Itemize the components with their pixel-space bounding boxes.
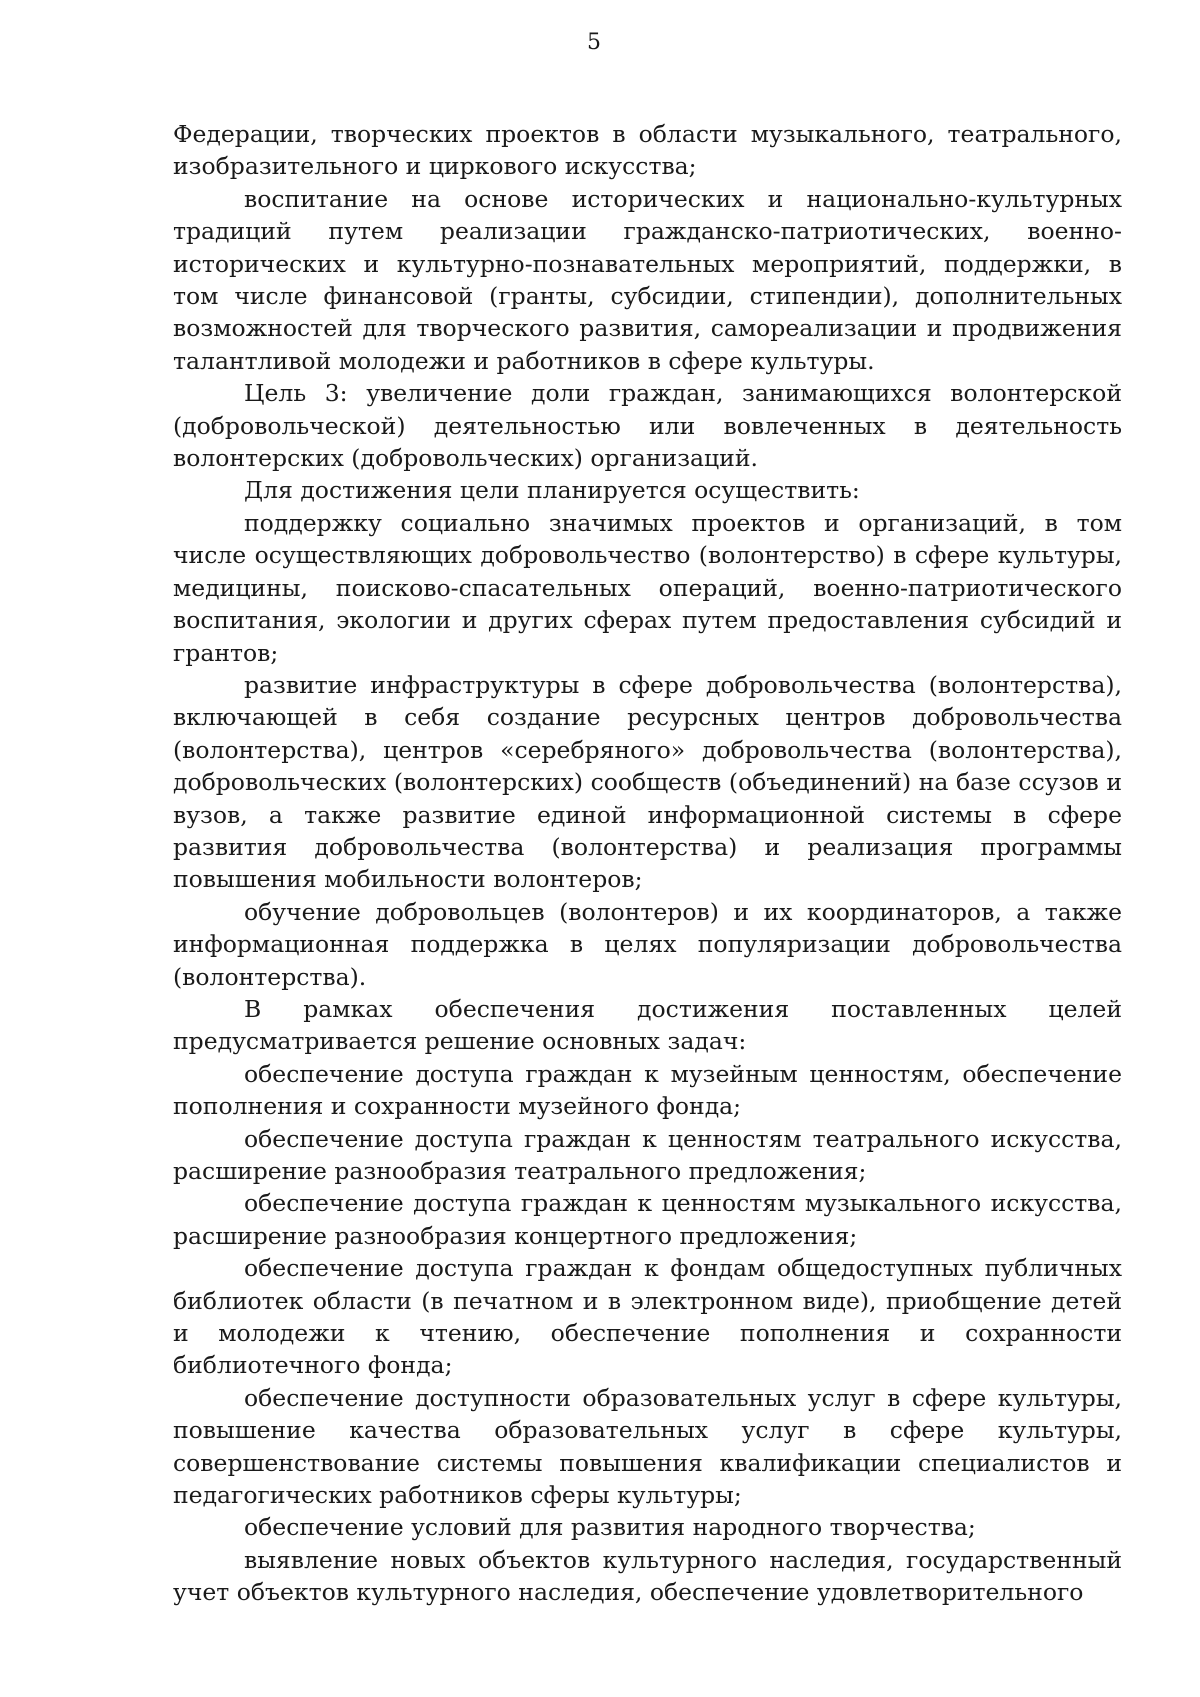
document-body [173, 118, 1122, 1609]
paragraph: поддержку социально значимых проектов и организаций, в том числе осуществляющих добровольчество (волонтерство) в сфере культуры, медицины, поисково-спасательных операций, военно-патриотического воспитания, экологии и других сферах путем предоставления субсидий и грантов; [173, 508, 1122, 667]
paragraph: Для достижения цели планируется осуществить: [244, 476, 860, 505]
paragraph-continuation: Федерации, творческих проектов в области музыкального, театрального, изобразительного и циркового искусства; [173, 120, 1122, 181]
paragraph: обеспечение доступа граждан к ценностям театрального искусства, расширение разнообразия театрального предложения; [173, 1124, 1122, 1185]
paragraph: обучение добровольцев (волонтеров) и их координаторов, а также информационная поддержка в целях популяризации добровольчества (волонтерства). [173, 897, 1122, 991]
paragraph: обеспечение доступа граждан к музейным ценностям, обеспечение пополнения и сохранности музейного фонда; [173, 1059, 1122, 1121]
paragraph: В рамках обеспечения достижения поставленных целей предусматривается решение основных задач: [173, 994, 1122, 1056]
paragraph: воспитание на основе исторических и национально-культурных традиций путем реализации гражданско-патриотических, военно-исторических и культурно-познавательных мероприятий, поддержки, в том числе финансовой (гранты, субсидии, стипендии), дополнительных возможностей для творческого развития, самореализации и продвижения талантливой молодежи и работников в сфере культуры. [173, 184, 1122, 375]
paragraph: обеспечение доступности образовательных услуг в сфере культуры, повышение качества образовательных услуг в сфере культуры, совершенствование системы повышения квалификации специалистов и педагогических работников сферы культуры; [173, 1383, 1122, 1510]
page-number: 5 [587, 30, 601, 55]
paragraph-goal-3: Цель 3: увеличение доли граждан, занимающихся волонтерской (добровольческой) деятельностью или вовлеченных в деятельность волонтерских (добровольческих) организаций. [173, 379, 1122, 473]
paragraph: обеспечение доступа граждан к фондам общедоступных публичных библиотек области (в печатном и в электронном виде), приобщение детей и молодежи к чтению, обеспечение пополнения и сохранности библиотечного фонда; [173, 1254, 1122, 1380]
paragraph: выявление новых объектов культурного наследия, государственный учет объектов культурного наследия, обеспечение удовлетворительного [173, 1545, 1122, 1607]
paragraph: обеспечение доступа граждан к ценностям музыкального искусства, расширение разнообразия концертного предложения; [173, 1189, 1122, 1250]
paragraph: развитие инфраструктуры в сфере добровольчества (волонтерства), включающей в себя создание ресурсных центров добровольчества (волонтерства), центров «серебряного» добровольчества (волонтерства), добровольческих (волонтерских) сообществ (объединений) на базе ссузов и вузов, а также развитие единой информационной системы в сфере развития добровольчества (волонтерства) и реализация программы повышения мобильности волонтеров; [173, 670, 1122, 894]
paragraph: обеспечение условий для развития народного творчества; [244, 1513, 976, 1542]
